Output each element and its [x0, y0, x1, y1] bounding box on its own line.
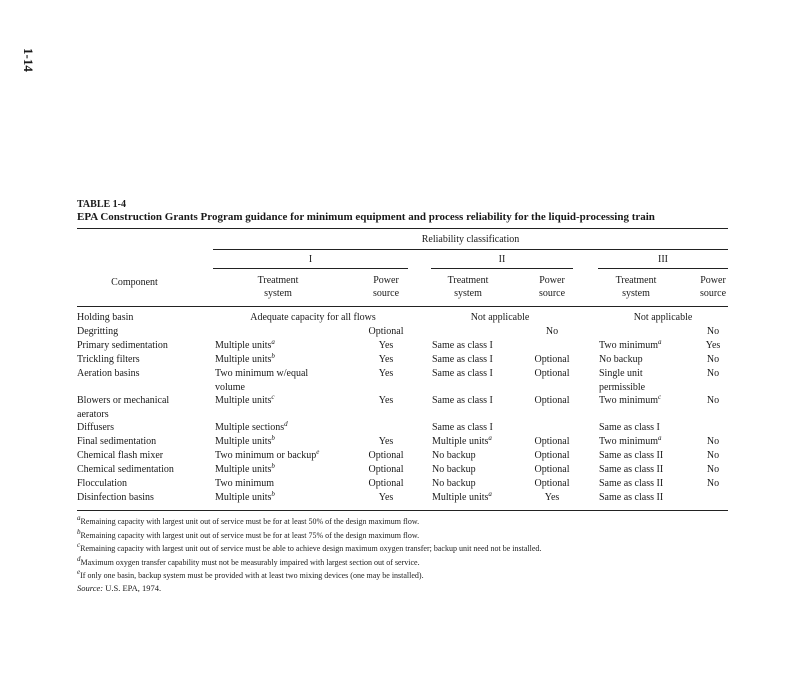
table-label: TABLE 1-4: [77, 199, 126, 210]
cell-comp: Disinfection basins: [77, 492, 154, 503]
class-ii-header: II: [498, 254, 506, 265]
cell-t1: Multiple units$^c$: [215, 393, 275, 406]
cell-span3: Not applicable: [633, 312, 693, 323]
footnote-mark: b: [271, 490, 275, 498]
cell-span1: Adequate capacity for all flows: [250, 312, 376, 323]
cell-t2: Same as class I: [432, 354, 493, 365]
footnote-mark: c: [658, 393, 662, 401]
footnote-mark: d: [284, 420, 288, 428]
cell-t1: Two minimum: [215, 478, 275, 489]
cell-t1: Multiple units$^b$: [215, 490, 275, 503]
cell-t3: Same as class II: [599, 478, 664, 489]
cell-p3: No: [706, 450, 720, 461]
footnote-mark: a: [271, 338, 275, 346]
footnote-mark: b: [271, 434, 275, 442]
cell-comp: Aeration basins: [77, 368, 140, 379]
cell-t2: No backup: [432, 478, 476, 489]
cell-p1: Yes: [378, 368, 394, 379]
cell-p2: Optional: [534, 395, 570, 406]
footnote-mark: e: [316, 448, 320, 456]
cell-comp: Holding basin: [77, 312, 134, 323]
footnote: $^b$Remaining capacity with largest unit out of service must be for at least 75% of the design maximum flow.: [77, 528, 420, 540]
footnote-mark: a: [658, 338, 662, 346]
cell-t1: Multiple units$^b$: [215, 434, 275, 447]
footnote-mark: b: [271, 462, 275, 470]
class-ii-rule: [431, 268, 573, 269]
cell-p3: No: [706, 368, 720, 379]
cell-comp: Final sedimentation: [77, 436, 157, 447]
cell-p3: No: [706, 326, 720, 337]
cell-p3: No: [706, 354, 720, 365]
cell-t2: Multiple units$^a$: [432, 434, 492, 447]
class-i-header: I: [308, 254, 313, 265]
header-bottom-rule: [77, 306, 728, 307]
cell-t3: Same as class II: [599, 492, 664, 503]
cell-t1: Multiple units$^b$: [215, 352, 275, 365]
footnote: $^e$If only one basin, backup system must be provided with at least two mixing devices (one may be installed).: [77, 568, 424, 580]
cell-comp: Chemical sedimentation: [77, 464, 174, 475]
footnote: $^d$Maximum oxygen transfer capability must not be measurably impaired with largest section out of service.: [77, 555, 420, 567]
cell-t3: Same as class II: [599, 464, 664, 475]
power-header-i: Power source: [372, 275, 400, 299]
cell-p3: No: [706, 464, 720, 475]
cell-comp: Blowers or mechanical aerators: [77, 395, 170, 420]
cell-t2: Same as class I: [432, 340, 493, 351]
cell-p1: Optional: [368, 450, 404, 461]
class-iii-header: III: [658, 254, 668, 265]
cell-p2: Optional: [534, 368, 570, 379]
cell-t1: Multiple units$^b$: [215, 462, 275, 475]
class-i-rule: [213, 268, 408, 269]
cell-p2: Optional: [534, 464, 570, 475]
cell-t3: Two minimum$^a$: [599, 338, 662, 351]
cell-p2: Optional: [534, 450, 570, 461]
footnote-mark: a: [488, 490, 492, 498]
footnote-mark: b: [271, 352, 275, 360]
cell-p1: Yes: [378, 354, 394, 365]
treatment-header-i: Treatment system: [257, 275, 299, 299]
cell-p1: Yes: [378, 340, 394, 351]
cell-p1: Optional: [368, 464, 404, 475]
cell-t1: Two minimum or backup$^e$: [215, 448, 320, 461]
cell-comp: Flocculation: [77, 478, 127, 489]
cell-t1: Multiple sections$^d$: [215, 420, 288, 433]
cell-t1: Multiple units$^a$: [215, 338, 275, 351]
cell-p2: Yes: [544, 492, 560, 503]
cell-comp: Trickling filters: [77, 354, 140, 365]
cell-p3: Yes: [705, 340, 721, 351]
cell-t3: Same as class I: [599, 422, 660, 433]
cell-p3: No: [706, 395, 720, 406]
cell-t3: Same as class II: [599, 450, 664, 461]
cell-p1: Optional: [368, 326, 404, 337]
power-header-ii: Power source: [538, 275, 566, 299]
cell-p2: Optional: [534, 478, 570, 489]
cell-t3: Single unit permissible: [599, 368, 646, 393]
footnote: $^c$Remaining capacity with largest unit out of service must be able to achieve design maximum oxygen transfer; backup unit need not be installed.: [77, 541, 542, 553]
cell-t3: No backup: [599, 354, 643, 365]
cell-comp: Degritting: [77, 326, 119, 337]
cell-p1: Yes: [378, 395, 394, 406]
component-header: Component: [111, 277, 158, 288]
cell-p2: No: [545, 326, 559, 337]
cell-comp: Diffusers: [77, 422, 115, 433]
cell-p1: Optional: [368, 478, 404, 489]
cell-t3: Two minimum$^c$: [599, 393, 662, 406]
cell-p3: No: [706, 478, 720, 489]
power-header-iii: Power source: [699, 275, 727, 299]
cell-t2: Same as class I: [432, 368, 493, 379]
cell-t2: Same as class I: [432, 395, 493, 406]
footnote-mark: c: [271, 393, 275, 401]
footnote: $^a$Remaining capacity with largest unit out of service must be for at least 50% of the design maximum flow.: [77, 514, 420, 526]
cell-p3: No: [706, 436, 720, 447]
treatment-header-ii: Treatment system: [447, 275, 489, 299]
treatment-header-iii: Treatment system: [615, 275, 657, 299]
table-caption: EPA Construction Grants Program guidance for minimum equipment and process reliability for the liquid-processing train: [77, 211, 655, 223]
top-rule: [77, 228, 728, 229]
cell-span2: Not applicable: [470, 312, 530, 323]
reliability-rule: [213, 249, 728, 250]
cell-comp: Chemical flash mixer: [77, 450, 164, 461]
reliability-header: Reliability classification: [421, 234, 520, 245]
cell-t2: Same as class I: [432, 422, 493, 433]
footnote-mark: a: [488, 434, 492, 442]
class-iii-rule: [598, 268, 728, 269]
cell-t2: No backup: [432, 450, 476, 461]
cell-p1: Yes: [378, 436, 394, 447]
source-note: Source: U.S. EPA, 1974.: [77, 583, 162, 593]
cell-p1: Yes: [378, 492, 394, 503]
cell-comp: Primary sedimentation: [77, 340, 168, 351]
cell-t1: Two minimum w/equal volume: [215, 368, 309, 393]
table-bottom-rule: [77, 510, 728, 511]
page-number: 1-14: [21, 48, 36, 72]
cell-p2: Optional: [534, 354, 570, 365]
cell-t2: No backup: [432, 464, 476, 475]
cell-p2: Optional: [534, 436, 570, 447]
cell-t3: Two minimum$^a$: [599, 434, 662, 447]
cell-t2: Multiple units$^a$: [432, 490, 492, 503]
footnote-mark: a: [658, 434, 662, 442]
